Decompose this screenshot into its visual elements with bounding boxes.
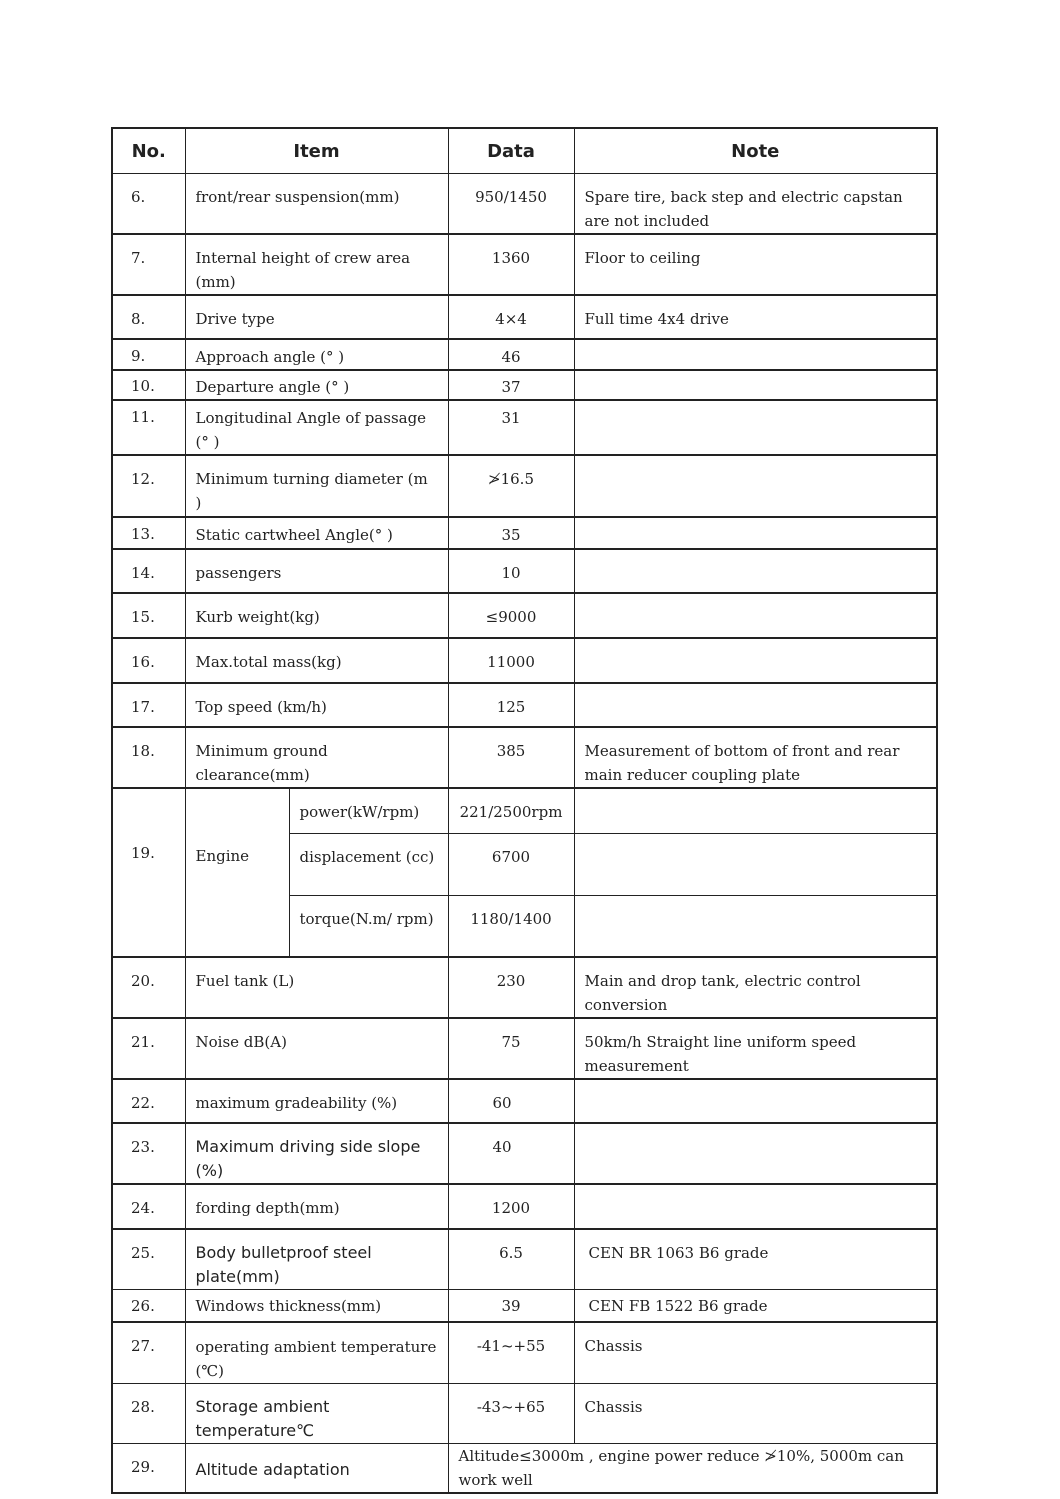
row-data: 950/1450 <box>448 174 574 235</box>
table-row <box>112 1184 937 1229</box>
row-note: Full time 4x4 drive <box>574 295 937 339</box>
row-item: Fuel tank (L) <box>185 957 448 1018</box>
table-row <box>112 1443 937 1493</box>
row-note <box>574 549 937 593</box>
row-item: Kurb weight(kg) <box>185 593 448 638</box>
row-no: 21. <box>112 1018 185 1079</box>
row-note <box>574 1123 937 1184</box>
engine-item: Engine <box>185 788 289 957</box>
row-item: Minimum turning diameter (m ) <box>185 455 448 517</box>
row-item: Approach angle (° ) <box>185 339 448 370</box>
table-row <box>112 1290 937 1322</box>
row-no: 28. <box>112 1383 185 1443</box>
table-row <box>112 549 937 593</box>
header-data: Data <box>448 128 574 174</box>
table-row <box>112 638 937 683</box>
row-data: -41~+55 <box>448 1322 574 1384</box>
row-no: 8. <box>112 295 185 339</box>
row-note: Floor to ceiling <box>574 234 937 295</box>
row-item: Internal height of crew area (mm) <box>185 234 448 295</box>
table-row <box>112 234 937 295</box>
table-row <box>112 174 937 235</box>
row-data: 40 <box>448 1123 574 1184</box>
row-item: Max.total mass(kg) <box>185 638 448 683</box>
row-item: Drive type <box>185 295 448 339</box>
table-row <box>112 957 937 1018</box>
row-no: 6. <box>112 174 185 235</box>
row-item: maximum gradeability (%) <box>185 1079 448 1123</box>
row-note: Chassis <box>574 1383 937 1443</box>
row-no: 18. <box>112 727 185 788</box>
header-item: Item <box>185 128 448 174</box>
row-data: 6.5 <box>448 1229 574 1290</box>
table-row <box>112 1229 937 1290</box>
row-note <box>574 400 937 455</box>
row-data: 31 <box>448 400 574 455</box>
row-no: 15. <box>112 593 185 638</box>
row-item: Top speed (km/h) <box>185 683 448 727</box>
engine-sub-item: power(kW/rpm) <box>289 788 448 833</box>
row-note: CEN BR 1063 B6 grade <box>574 1229 937 1290</box>
row-data: 46 <box>448 339 574 370</box>
row-item: operating ambient temperature (℃) <box>185 1322 448 1384</box>
row-data: 230 <box>448 957 574 1018</box>
row-note <box>574 1184 937 1229</box>
engine-sub-note <box>574 833 937 895</box>
row-note <box>574 683 937 727</box>
table-row <box>112 1322 937 1384</box>
row-data: 11000 <box>448 638 574 683</box>
row-data-merged: Altitude≤3000m , engine power reduce ≯10%, 5000m can work well <box>448 1443 937 1493</box>
row-note: 50km/h Straight line uniform speed measurement <box>574 1018 937 1079</box>
row-data: 39 <box>448 1290 574 1322</box>
row-item: fording depth(mm) <box>185 1184 448 1229</box>
row-no: 25. <box>112 1229 185 1290</box>
row-note: Chassis <box>574 1322 937 1384</box>
row-note <box>574 339 937 370</box>
row-data: 60 <box>448 1079 574 1123</box>
engine-sub-item: displacement (cc) <box>289 833 448 895</box>
row-data: 37 <box>448 370 574 400</box>
table-row <box>112 400 937 455</box>
table-row <box>112 683 937 727</box>
spec-table <box>111 127 938 1494</box>
row-no: 20. <box>112 957 185 1018</box>
table-row <box>112 295 937 339</box>
row-data: 385 <box>448 727 574 788</box>
row-no: 9. <box>112 339 185 370</box>
row-no: 11. <box>112 400 185 455</box>
engine-sub-note <box>574 788 937 833</box>
row-data: 10 <box>448 549 574 593</box>
engine-row-power <box>112 788 937 833</box>
row-no: 17. <box>112 683 185 727</box>
engine-no: 19. <box>112 788 185 957</box>
row-data: 1360 <box>448 234 574 295</box>
row-no: 10. <box>112 370 185 400</box>
table-row <box>112 1079 937 1123</box>
row-note <box>574 517 937 549</box>
engine-sub-data: 6700 <box>448 833 574 895</box>
row-item: Altitude adaptation <box>185 1443 448 1493</box>
header-note: Note <box>574 128 937 174</box>
row-item: Static cartwheel Angle(° ) <box>185 517 448 549</box>
engine-sub-item: torque(N.m/ rpm) <box>289 895 448 957</box>
row-note <box>574 455 937 517</box>
row-no: 16. <box>112 638 185 683</box>
row-data: 4×4 <box>448 295 574 339</box>
engine-sub-note <box>574 895 937 957</box>
row-note <box>574 1079 937 1123</box>
row-note: Spare tire, back step and electric capstan are not included <box>574 174 937 235</box>
table-row <box>112 1123 937 1184</box>
row-note: CEN FB 1522 B6 grade <box>574 1290 937 1322</box>
row-item: Departure angle (° ) <box>185 370 448 400</box>
row-item: Maximum driving side slope (%) <box>185 1123 448 1184</box>
row-item: passengers <box>185 549 448 593</box>
header-no: No. <box>112 128 185 174</box>
row-no: 26. <box>112 1290 185 1322</box>
row-no: 7. <box>112 234 185 295</box>
row-no: 12. <box>112 455 185 517</box>
row-note: Main and drop tank, electric control conversion <box>574 957 937 1018</box>
table-row <box>112 517 937 549</box>
row-no: 27. <box>112 1322 185 1384</box>
row-data: -43~+65 <box>448 1383 574 1443</box>
row-item: Windows thickness(mm) <box>185 1290 448 1322</box>
table-row <box>112 455 937 517</box>
row-data: 35 <box>448 517 574 549</box>
row-no: 29. <box>112 1443 185 1493</box>
row-item: front/rear suspension(mm) <box>185 174 448 235</box>
row-note <box>574 638 937 683</box>
row-no: 13. <box>112 517 185 549</box>
row-data: ≤9000 <box>448 593 574 638</box>
row-no: 23. <box>112 1123 185 1184</box>
row-data: 75 <box>448 1018 574 1079</box>
spec-sheet <box>111 127 938 1494</box>
row-item: Noise dB(A) <box>185 1018 448 1079</box>
engine-sub-data: 1180/1400 <box>448 895 574 957</box>
row-data: 1200 <box>448 1184 574 1229</box>
row-note: Measurement of bottom of front and rear main reducer coupling plate <box>574 727 937 788</box>
row-no: 22. <box>112 1079 185 1123</box>
row-note <box>574 370 937 400</box>
table-row <box>112 593 937 638</box>
row-data: 125 <box>448 683 574 727</box>
header-row <box>112 128 937 174</box>
row-data: ≯16.5 <box>448 455 574 517</box>
row-item: Longitudinal Angle of passage (° ) <box>185 400 448 455</box>
engine-sub-data: 221/2500rpm <box>448 788 574 833</box>
table-row <box>112 1383 937 1443</box>
row-no: 14. <box>112 549 185 593</box>
row-no: 24. <box>112 1184 185 1229</box>
table-row <box>112 727 937 788</box>
table-row <box>112 1018 937 1079</box>
table-row <box>112 370 937 400</box>
row-item: Body bulletproof steel plate(mm) <box>185 1229 448 1290</box>
row-note <box>574 593 937 638</box>
row-item: Storage ambient temperature℃ <box>185 1383 448 1443</box>
table-row <box>112 339 937 370</box>
row-item: Minimum ground clearance(mm) <box>185 727 448 788</box>
